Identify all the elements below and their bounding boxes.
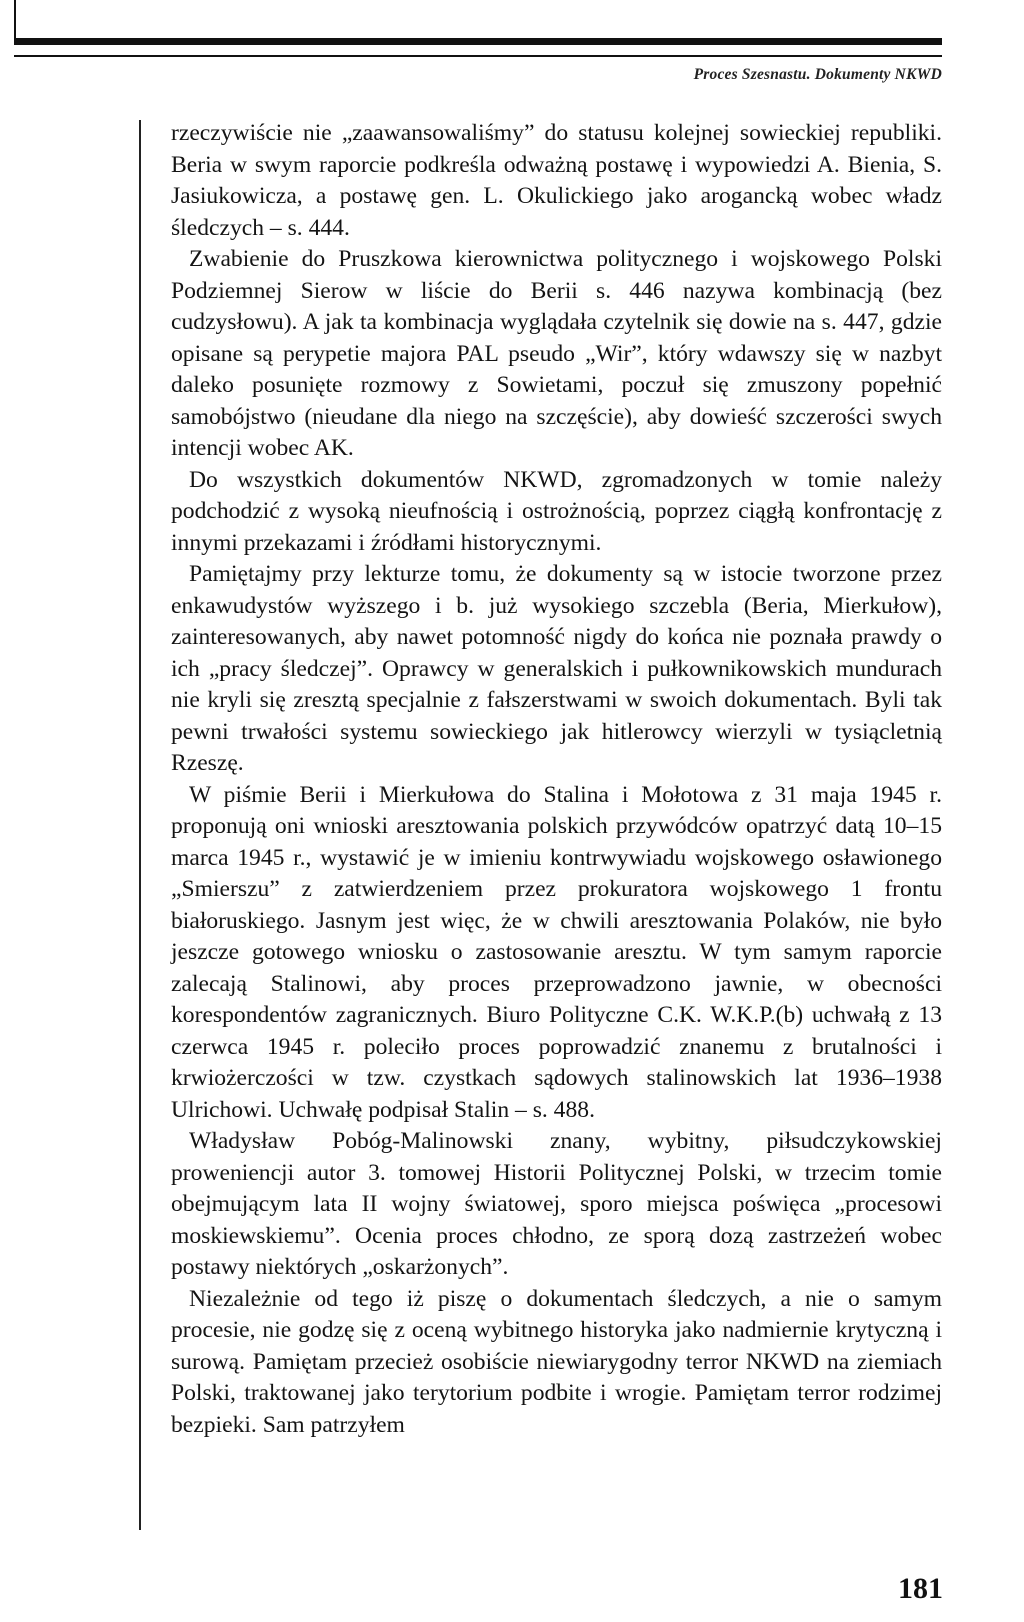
paragraph: Władysław Pobóg-Malinowski znany, wybitny, piłsudczykowskiej proweniencji autor 3. tomowej Historii Politycznej Polski, w trzecim tomie obejmującym lata II wojny światowej, sporo miejsca poświęca „procesowi moskiewskiemu”. Ocenia proces chłodno, ze sporą dozą zastrzeżeń wobec postawy niektórych „oskarżonych”. [171,1128,942,1280]
header-rule-thin [14,55,942,57]
paragraph: Zwabienie do Pruszkowa kierownictwa politycznego i wojskowego Polski Podziemnej Sierow w liście do Berii s. 446 nazywa kombinacją (bez cudzysłowu). A jak ta kombinacja wyglądała czytelnik się dowie na s. 447, gdzie opisane są perypetie majora PAL pseudo „Wir”, który wdawszy się w nazbyt daleko posunięte rozmowy z Sowietami, poczuł się zmuszony popełnić samobójstwo (nieudane dla niego na szczęście), aby dowieść szczerości swych intencji wobec AK. [171,246,942,461]
margin-rule [139,120,141,1530]
running-head: Proces Szesnastu. Dokumenty NKWD [693,66,942,83]
paragraph: Pamiętajmy przy lekturze tomu, że dokumenty są w istocie tworzone przez enkawudystów wyższego i b. już wysokiego szczebla (Beria, Mierkułow), zainteresowanych, aby nawet potomność nigdy do końca nie poznała prawdy o ich „pracy śledczej”. Oprawcy w generalskich i pułkownikowskich mundurach nie kryli się zresztą specjalnie z fałszerstwami w swoich dokumentach. Byli tak pewni trwałości systemu sowieckiego jak hitlerowcy wierzyli w tysiącletnią Rzeszę. [171,561,942,776]
body-text [171,118,942,1441]
paragraph: Niezależnie od tego iż piszę o dokumentach śledczych, a nie o samym procesie, nie godzę się z oceną wybitnego historyka jako nadmiernie krytyczną i surową. Pamiętam przecież osobiście niewiarygodny terror NKWD na ziemiach Polski, traktowanej jako terytorium podbite i wrogie. Pamiętam terror rodzimej bezpieki. Sam patrzyłem [171,1285,942,1438]
header-rule-thick [14,38,942,45]
paragraph: W piśmie Berii i Mierkułowa do Stalina i Mołotowa z 31 maja 1945 r. proponują oni wnioski aresztowania polskich przywódców opatrzyć datą 10–15 marca 1945 r., wystawić je w imieniu kontrwywiadu wojskowego osławionego „Smierszu” z zatwierdzeniem przez prokuratora wojskowego 1 frontu białoruskiego. Jasnym jest więc, że w chwili aresztowania Polaków, nie było jeszcze gotowego wniosku o zastosowanie aresztu. W tym samym raporcie zalecają Stalinowi, aby proces przeprowadzono jawnie, w obecności korespondentów zagranicznych. Biuro Polityczne C.K. W.K.P.(b) uchwałą z 13 czerwca 1945 r. poleciło proces poprowadzić znanemu z brutalności i krwiożerczości w tzw. czystkach sądowych stalinowskich lat 1936–1938 Ulrichowi. Uchwałę podpisał Stalin – s. 488. [171,781,942,1123]
paragraph: Do wszystkich dokumentów NKWD, zgromadzonych w tomie należy podchodzić z wysoką nieufnością i ostrożnością, poprzez ciągłą konfrontację z innymi przekazami i źródłami historycznymi. [171,466,942,556]
paragraph: rzeczywiście nie „zaawansowaliśmy” do statusu kolejnej sowieckiej republiki. Beria w swym raporcie podkreśla odważną postawę i wypowiedzi A. Bienia, S. Jasiukowicza, a postawę gen. L. Okulickiego jako arogancką wobec władz śledczych – s. 444. [171,120,942,241]
page-number: 181 [898,1572,943,1605]
